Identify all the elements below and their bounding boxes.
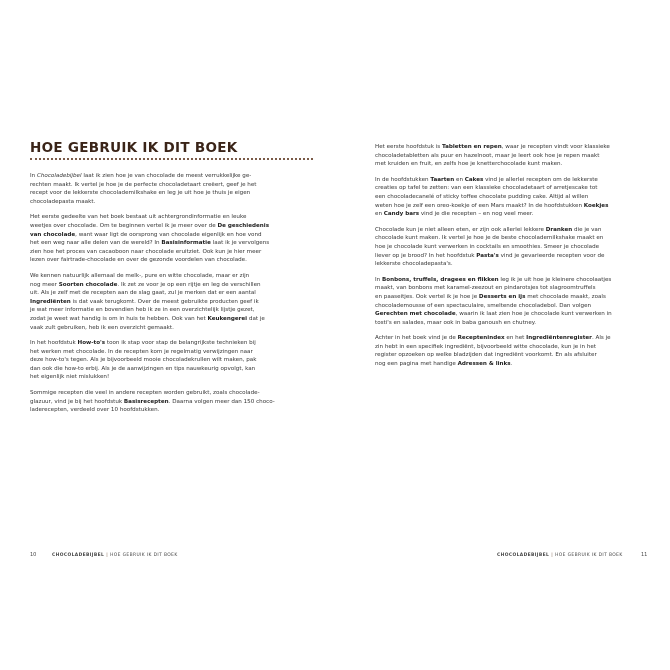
page-title: HOE GEBRUIK IK DIT BOEK (30, 140, 238, 156)
body-paragraph (375, 143, 659, 169)
body-paragraph (375, 176, 659, 219)
footer-brand: CHOCOLADEBIJBEL (52, 553, 105, 558)
text-run: is dat vaak terugkomt. Over de meest gebruikte producten geef ik je wat meer informatie en bovendien heb ik ze in een overzichtelijk lijstje gezet, zodat je weet wat handig is om in huis te hebben. Ook van het (30, 298, 259, 322)
text-run: , want waar ligt de oorsprong van chocolade eigenlijk en hoe vond het een weg naar alle delen van de wereld? In (30, 231, 262, 247)
bold-term: Candy bars (383, 211, 420, 218)
footer-separator: | (551, 553, 554, 558)
text-run: laat ik je vervolgens zien hoe het proces van cacaoboon naar chocolade eruitziet. Ook kun je hier meer lezen over fairtrade-chocolade en over de gezonde voordelen van chocolade. (30, 240, 270, 264)
left-body-text (30, 172, 314, 422)
text-run: vind je die recepten – en nog veel meer. (419, 211, 534, 218)
text-run: Het eerste gedeelte van het boek bestaat uit achtergrondinformatie en leuke weetjes over chocolade. Om te beginnen vertel ik je meer over de (30, 214, 247, 229)
text-run: Het eerste hoofdstuk is (375, 144, 442, 150)
body-paragraph (30, 213, 314, 265)
bold-term: Taarten (430, 176, 455, 183)
body-paragraph (375, 334, 659, 368)
bold-term: Tabletten en repen (441, 144, 502, 150)
bold-term: How-to's (77, 340, 106, 347)
right-body-text (375, 143, 659, 376)
body-paragraph (30, 339, 314, 382)
bold-term: Basisrecepten (123, 398, 169, 405)
text-run: en (454, 176, 465, 183)
bold-term: Basisinformatie (161, 240, 211, 247)
body-paragraph (375, 226, 659, 269)
bold-term: Ingrediëntenregister (526, 335, 592, 342)
text-run: . Als je zin hebt in een specifiek ingrediënt, bijvoorbeeld witte chocolade, kun je in het register opzoeken op welke bladzijden dat ingrediënt voorkomt. En als afsluiter nog een pagina met handige (375, 335, 611, 368)
bold-term: Pasta's (476, 252, 499, 259)
footer-separator: | (106, 553, 109, 558)
text-run: , waar je recepten vindt voor klassieke chocoladetabletten als puur en hazelnoot, maar je leert ook hoe je repen maakt met kruiden en fruit, en zelfs hoe je knetterchocolade kunt maken. (375, 144, 610, 168)
bold-term: Keukengerei (207, 315, 248, 322)
text-run: laat ik zien hoe je van chocolade de meest verrukkelijke ge- rechten maakt. Ik vertel je hoe je de perfecte chocoladetaart creëert, geef je het recept voor de lekkerste chocolademilkshake en leg je uit hoe je thuis je eigen chocoladepasta maakt. (30, 173, 257, 205)
bold-term: Soorten chocolade (58, 281, 118, 288)
dotted-rule (30, 158, 313, 160)
text-run: toon ik stap voor stap de belangrijkste technieken bij het werken met chocolade. In de recepten kom je regelmatig verwijzingen naar deze how-to's tegen. Als je bijvoorbeeld mooie chocoladekrullen wilt maken, pak dan ook die how-to erbij. Als je de aanwijzingen en tips nauwkeurig opvolgt, kan het eigenlijk niet mislukken! (30, 340, 257, 381)
bold-term: Dranken (545, 226, 573, 233)
body-paragraph (30, 389, 314, 415)
text-run: en (375, 211, 382, 218)
text-run: . Daarna volgen meer dan 150 choco- laderecepten, verdeeld over 10 hoofdstukken. (30, 398, 275, 414)
right-page (335, 0, 670, 670)
page-number-right: 11 (641, 552, 648, 558)
page-number-left: 10 (30, 552, 37, 558)
bold-term: Receptenindex (457, 335, 505, 342)
text-run: , waarin ik laat zien hoe je chocolade kunt verwerken in tosti's en salades, maar ook in baba ganoush en chutney. (375, 311, 612, 326)
body-paragraph (375, 276, 659, 328)
text-run: Achter in het boek vind je de (375, 335, 458, 342)
running-footer-right (497, 553, 623, 558)
text-run: . (510, 361, 513, 368)
bold-term: Bonbons, truffels, dragees en flikken (381, 276, 499, 283)
footer-section: HOE GEBRUIK IK DIT BOEK (555, 553, 623, 558)
text-run: die je van chocolade kunt maken. Ik vertel je hoe je de beste chocolademilkshake maakt en hoe je chocolade kunt verwerken in cocktails en smoothies. Smeer je chocolade liever op je brood? In het hoofdstuk (375, 226, 604, 259)
text-run: In (375, 276, 382, 283)
text-run: vind je gevarieerde recepten voor de lekkerste chocoladepasta's. (375, 252, 605, 268)
text-run: We kennen natuurlijk allemaal de melk-, pure en witte chocolade, maar er zijn nog meer (30, 272, 250, 288)
text-run: . Ik zet ze voor je op een rijtje en leg de verschillen uit. Als je zelf met de recepten aan de slag gaat, zul je merken dat er een aantal (30, 281, 261, 297)
text-run: In de hoofdstukken (375, 176, 431, 183)
footer-brand: CHOCOLADEBIJBEL (497, 553, 550, 558)
bold-term: Cakes (464, 176, 484, 183)
text-run: leg ik je uit hoe je kleinere chocolaatjes maakt, van bonbons met karamel-zeezout en pindarotsjes tot slagroomtruffels en paaseitjes. Ook vertel ik je hoe je (375, 276, 612, 300)
bold-term: Gerechten met chocolade (375, 311, 456, 318)
text-run: In (30, 173, 37, 179)
text-run: en het (504, 335, 527, 342)
text-run: Chocolade kun je niet alleen eten, er zijn ook allerlei lekkere (375, 226, 546, 233)
body-paragraph (30, 172, 314, 206)
bold-term: Koekjes (583, 202, 609, 209)
bold-term: De geschiedenis van chocolade (30, 222, 270, 238)
text-run: Sommige recepten die veel in andere recepten worden gebruikt, zoals chocolade- glazuur, vind je bij het hoofdstuk (30, 390, 260, 405)
bold-term: Adressen & links (457, 361, 511, 368)
footer-section: HOE GEBRUIK IK DIT BOEK (110, 553, 178, 558)
bold-term: Ingrediënten (30, 298, 71, 305)
body-paragraph (30, 272, 314, 332)
text-run: In het hoofdstuk (30, 340, 78, 347)
text-run: met chocolade maakt, zoals chocolademousse of een spectaculaire, smeltende chocoladebol. Dan volgen (375, 293, 606, 309)
bold-term: Desserts en ijs (478, 293, 526, 300)
italic-term: Chocoladebijbel (36, 173, 82, 179)
running-footer-left (52, 553, 178, 558)
text-run: dat je vaak zult gebruiken, heb ik een overzicht gemaakt. (30, 315, 265, 331)
text-run: vind je allerlei recepten om de lekkerste creaties op tafel te zetten: van een klassieke chocoladetaart of arretjescake tot een chocoladecanelé of sticky toffee chocolate pudding cake. Altijd al willen weten hoe je zelf een oreo-koekje of een Mars maakt? In de hoofdstukken (375, 176, 598, 209)
